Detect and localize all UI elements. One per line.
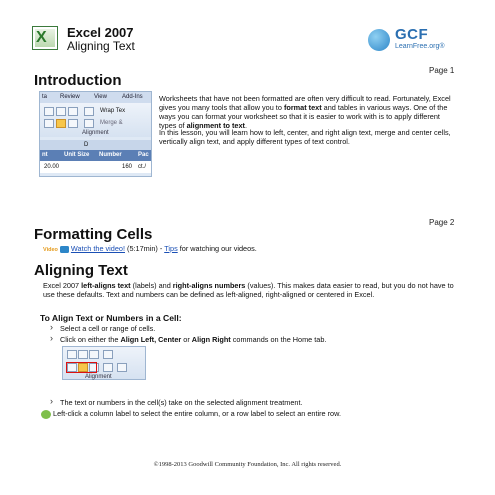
video-line: Video Watch the video! (5:17min) - Tips for watching our videos. — [43, 244, 257, 253]
indent-icon — [103, 363, 113, 372]
align-top-icon — [44, 107, 54, 116]
intro-paragraph-2: In this lesson, you will learn how to left, center, and right align text, merge and center cells, vertically align text, and apply different types of text control. — [159, 128, 451, 146]
list-item: › The text or numbers in the cell(s) take on the selected alignment treatment. — [50, 398, 450, 407]
list-item: › Click on either the Align Left, Center or Align Right commands on the Home tab. — [50, 335, 450, 344]
align-middle-icon — [56, 107, 66, 116]
video-camera-icon — [60, 246, 69, 253]
indent-icon — [84, 119, 94, 128]
tips-link[interactable]: Tips — [164, 244, 178, 253]
align-bottom-icon — [68, 107, 78, 116]
doc-title: Excel 2007 — [67, 25, 134, 40]
page-number: Page 2 — [429, 218, 455, 227]
steps-list — [50, 324, 450, 345]
outdent-icon — [117, 363, 127, 372]
tip-line: Left-click a column label to select the entire column, or a row label to select an entire row. — [41, 409, 461, 419]
checkmark-icon — [41, 410, 51, 419]
subheading-align-steps: To Align Text or Numbers in a Cell: — [40, 313, 182, 323]
align-top-icon — [67, 350, 77, 359]
align-right-icon — [68, 119, 78, 128]
center-icon — [56, 119, 66, 128]
doc-subtitle: Aligning Text — [67, 39, 135, 53]
ribbon-screenshot: ta Review View Add-Ins Wrap Tex Merge & Alignment D nt Unit Size Number Pac 20.00 160 ct./ — [39, 91, 152, 177]
align-middle-icon — [78, 350, 88, 359]
list-item: › Select a cell or range of cells. — [50, 324, 450, 333]
section-heading-aligning-text: Aligning Text — [34, 262, 128, 279]
excel-logo-icon: X — [32, 26, 58, 50]
section-heading-formatting-cells: Formatting Cells — [34, 226, 153, 243]
orientation-icon — [103, 350, 113, 359]
page-number: Page 1 — [429, 66, 455, 75]
aligning-intro-paragraph: Excel 2007 left-aligns text (labels) and right-aligns numbers (values). This makes data easier to read, but you do not have to use these defaults. Text and numbers can be defined as left-aligned, right-aligned or centered in Excel. — [43, 281, 454, 299]
steps-list-2 — [50, 398, 450, 409]
align-left-icon — [44, 119, 54, 128]
intro-paragraph-1: Worksheets that have not been formatted are often very difficult to read. Fortunately, Excel gives you many tools that allow you to format text and tables in various ways. One of the ways you can format your worksheet so that it is easier to work with is to apply different types of alignment to text. — [159, 94, 451, 130]
globe-icon — [368, 29, 390, 51]
align-bottom-icon — [89, 350, 99, 359]
orientation-icon — [84, 107, 94, 116]
gcf-logo: GCF LearnFree.org® — [364, 24, 460, 54]
watch-video-link[interactable]: Watch the video! — [70, 244, 125, 253]
highlight-box — [66, 362, 97, 373]
copyright-footer: ©1998-2013 Goodwill Community Foundation, Inc. All rights reserved. — [153, 461, 342, 468]
alignment-group-screenshot: Alignment — [62, 346, 146, 380]
section-heading-introduction: Introduction — [34, 72, 122, 89]
